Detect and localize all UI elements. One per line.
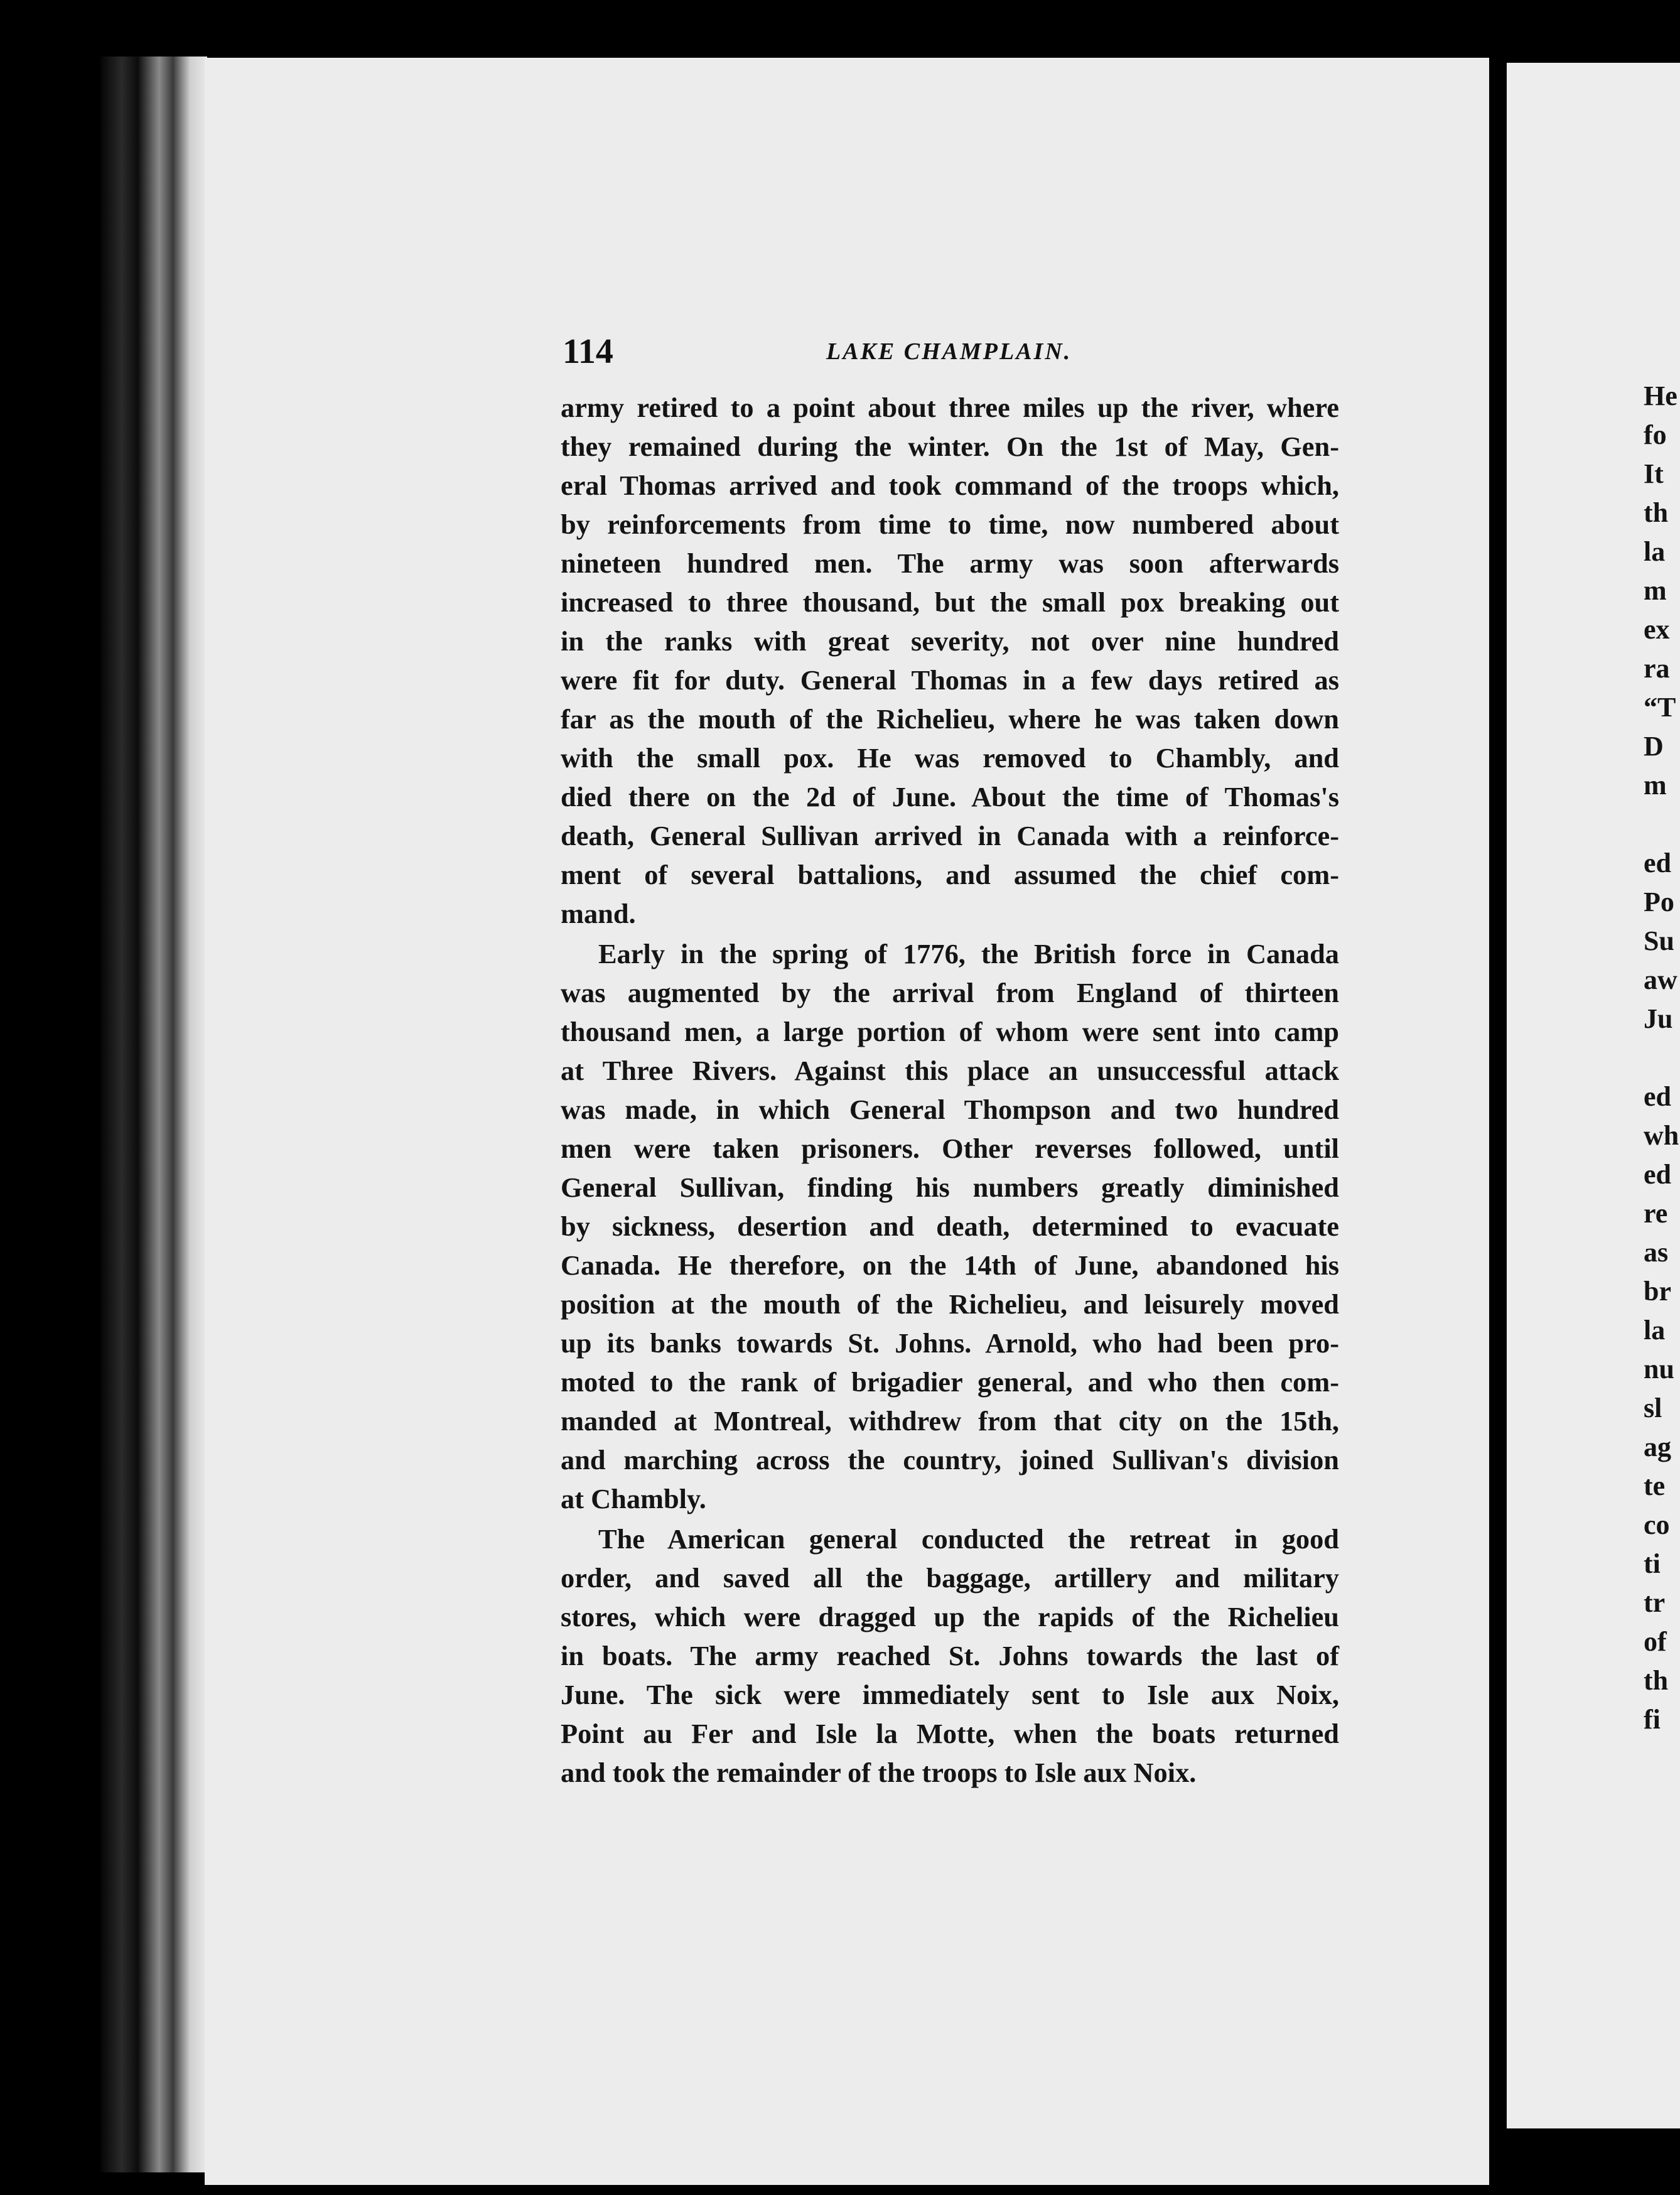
facing-page-fragment: Po — [1644, 887, 1674, 917]
facing-page-fragment: Ju — [1644, 1003, 1673, 1034]
text-line: were fit for duty. General Thomas in a few days retired as — [561, 664, 1339, 696]
facing-page-fragment: ag — [1644, 1432, 1671, 1462]
paragraph — [561, 1519, 1339, 1792]
text-line: and took the remainder of the troops to Isle aux Noix. — [561, 1757, 1197, 1788]
facing-page-fragment: la — [1644, 1315, 1666, 1346]
book-binding-edge — [100, 57, 207, 2172]
facing-page-fragment: th — [1644, 1665, 1669, 1696]
facing-page-fragment: m — [1644, 770, 1667, 801]
text-line: thousand men, a large portion of whom were sent into camp — [561, 1016, 1339, 1047]
text-line: with the small pox. He was removed to Chambly, and — [561, 742, 1339, 774]
text-line: in the ranks with great severity, not over nine hundred — [561, 625, 1339, 657]
facing-page-fragment: th — [1644, 497, 1669, 528]
text-line: Canada. He therefore, on the 14th of June, abandoned his — [561, 1249, 1339, 1281]
page-number: 114 — [563, 332, 613, 371]
text-line: manded at Montreal, withdrew from that city on the 15th, — [561, 1405, 1339, 1437]
facing-page-fragment: ed — [1644, 848, 1671, 878]
facing-page-fragment: la — [1644, 536, 1666, 567]
facing-page-fragment: ra — [1644, 653, 1670, 684]
facing-page-fragment: D — [1644, 731, 1664, 762]
text-line: eral Thomas arrived and took command of the troops which, — [561, 470, 1339, 501]
text-line: The American general conducted the retreat in good — [598, 1523, 1339, 1555]
text-line: men were taken prisoners. Other reverses followed, until — [561, 1133, 1339, 1164]
facing-page-fragment: re — [1644, 1198, 1668, 1229]
text-line: nineteen hundred men. The army was soon afterwards — [561, 547, 1339, 579]
text-line: ment of several battalions, and assumed the chief com- — [561, 859, 1339, 890]
facing-page-fragment: aw — [1644, 964, 1677, 995]
text-line: was made, in which General Thompson and two hundred — [561, 1094, 1339, 1125]
facing-page-fragment: as — [1644, 1237, 1669, 1268]
facing-page-fragment: tr — [1644, 1587, 1666, 1618]
text-line: army retired to a point about three miles up the river, where — [561, 392, 1339, 423]
facing-page-fragment: br — [1644, 1276, 1671, 1307]
facing-page-fragment: co — [1644, 1509, 1670, 1540]
facing-page-fragment: ti — [1644, 1548, 1661, 1579]
facing-page-fragment: He — [1644, 380, 1677, 411]
paragraph — [561, 934, 1339, 1518]
facing-page-fragment: sl — [1644, 1393, 1662, 1423]
facing-page-fragment: “T — [1644, 692, 1676, 723]
text-line: up its banks towards St. Johns. Arnold, who had been pro- — [561, 1327, 1339, 1359]
facing-page-fragment: ed — [1644, 1081, 1671, 1112]
text-line: General Sullivan, finding his numbers greatly diminished — [561, 1172, 1339, 1203]
paragraph — [561, 388, 1339, 933]
text-line: at Three Rivers. Against this place an unsuccessful attack — [561, 1055, 1339, 1086]
text-line: death, General Sullivan arrived in Canada with a reinforce- — [561, 820, 1339, 851]
facing-page-fragment: wh — [1644, 1120, 1679, 1151]
running-title: LAKE CHAMPLAIN. — [826, 338, 1072, 365]
facing-page-fragment: fo — [1644, 419, 1667, 450]
page-header — [563, 332, 1341, 377]
text-line: Point au Fer and Isle la Motte, when the boats returned — [561, 1718, 1339, 1749]
body-text — [561, 388, 1339, 1792]
facing-page-fragment: nu — [1644, 1354, 1674, 1384]
facing-page-fragment: of — [1644, 1626, 1667, 1657]
text-line: stores, which were dragged up the rapids of the Richelieu — [561, 1601, 1339, 1632]
text-line: was augmented by the arrival from England of thirteen — [561, 977, 1339, 1008]
facing-page-fragment: Su — [1644, 925, 1674, 956]
text-line: position at the mouth of the Richelieu, and leisurely moved — [561, 1288, 1339, 1320]
text-line: far as the mouth of the Richelieu, where he was taken down — [561, 703, 1339, 735]
text-line: and marching across the country, joined Sullivan's division — [561, 1444, 1339, 1475]
facing-page-fragment: te — [1644, 1470, 1666, 1501]
text-line: increased to three thousand, but the small pox breaking out — [561, 586, 1339, 618]
text-line: at Chambly. — [561, 1483, 706, 1514]
facing-page-fragment: m — [1644, 575, 1667, 606]
facing-page-fragment: ed — [1644, 1159, 1671, 1190]
text-line: by sickness, desertion and death, determined to evacuate — [561, 1211, 1339, 1242]
text-line: moted to the rank of brigadier general, and who then com- — [561, 1366, 1339, 1398]
text-line: order, and saved all the baggage, artillery and military — [561, 1562, 1339, 1594]
text-line: in boats. The army reached St. Johns towards the last of — [561, 1640, 1339, 1671]
facing-page-fragment: fi — [1644, 1704, 1661, 1735]
text-line: by reinforcements from time to time, now numbered about — [561, 509, 1339, 540]
page-gutter — [1489, 58, 1507, 2192]
text-line: June. The sick were immediately sent to Isle aux Noix, — [561, 1679, 1339, 1710]
facing-page-fragment: ex — [1644, 614, 1670, 645]
text-line: died there on the 2d of June. About the time of Thomas's — [561, 781, 1339, 812]
text-line: Early in the spring of 1776, the British force in Canada — [598, 938, 1339, 969]
facing-page-fragment: It — [1644, 458, 1664, 489]
text-line: they remained during the winter. On the 1st of May, Gen- — [561, 431, 1339, 462]
text-line: mand. — [561, 898, 636, 929]
